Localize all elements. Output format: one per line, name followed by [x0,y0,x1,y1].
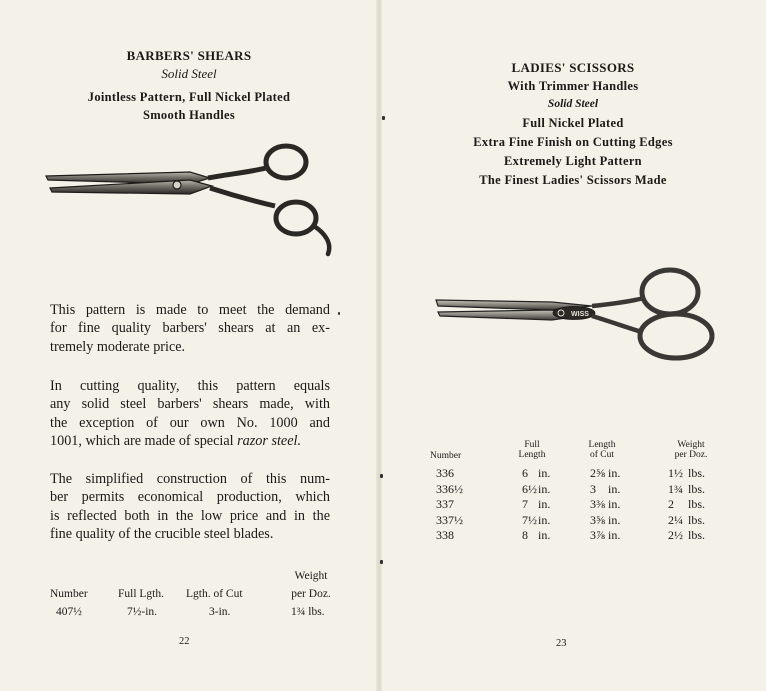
right-th-cut: Length of Cut [588,440,616,460]
right-cell-length: 7 [522,497,528,512]
left-paragraph-2 [50,377,330,451]
right-cell-cut: 3⅝ [590,512,605,527]
left-paragraph-3 [50,470,330,544]
right-cell-cut: 3⅜ [590,497,605,512]
right-cell-weight: 2 [668,497,674,512]
left-page-number: 22 [179,636,190,647]
right-th-length: Full Length [518,440,546,460]
text-line: In cutting quality, this pattern equals [50,378,330,394]
left-cell-length: 7½-in. [127,606,158,618]
text-line: fine quality of the crucible steel blades. [50,526,274,543]
print-speck [380,560,383,564]
left-th-cut: Lgth. of Cut [186,588,243,600]
right-cell-cut-unit: in. [608,466,621,480]
print-speck [382,116,385,120]
text-line: tremely moderate price. [50,338,186,355]
text-line: ber permits economical production, which [50,489,330,506]
right-line-6: The Finest Ladies' Scissors Made [479,173,667,187]
left-line-2: Smooth Handles [142,108,236,122]
right-cell-length-unit: in. [538,512,551,527]
right-cell-weight-unit: lbs. [688,481,706,496]
right-cell-length: 7½ [522,512,537,527]
right-cell-weight-unit: lbs. [688,466,706,480]
right-cell-length-unit: in. [538,481,551,496]
right-line-5: Extremely Light Pattern [504,154,642,168]
right-title: LADIES' SCISSORS [511,60,635,75]
left-th-weight-2: per Doz. [291,588,331,600]
left-cell-number: 407½ [56,606,82,618]
ladies-scissors-illustration [432,266,718,366]
text-line [50,432,330,450]
brand-mark-text: WISS [571,311,589,318]
right-cell-length: 8 [522,528,528,543]
right-cell-weight-unit: lbs. [688,512,706,527]
right-cell-cut-unit: in. [608,528,621,543]
left-th-number: Number [50,588,88,600]
right-cell-number: 338 [436,528,454,543]
text-italic: razor steel. [237,433,301,450]
left-line-1: Jointless Pattern, Full Nickel Plated [87,90,291,104]
text-plain: 1001, which are made of special [50,433,238,450]
text-line: any solid steel barbers' shears made, with [50,396,330,413]
text-line: is reflected both in the low price and in the [50,507,330,524]
right-cell-weight: 2½ [668,528,683,543]
right-cell-weight-unit: lbs. [688,497,706,512]
left-th-length: Full Lgth. [118,588,165,600]
text-line: This pattern is made to meet the demand [50,302,330,318]
right-page-number: 23 [556,638,567,649]
left-page [0,0,378,691]
right-cell-number: 337 [436,497,454,512]
right-cell-cut-unit: in. [608,512,621,527]
left-cell-weight: 1¾ lbs. [291,606,325,618]
left-cell-cut: 3-in. [209,606,231,618]
right-cell-weight-unit: lbs. [688,528,706,543]
left-title: BARBERS' SHEARS [126,48,252,63]
right-cell-cut: 3⅞ [590,528,605,543]
left-th-weight-1: Weight [294,570,328,582]
left-subtitle: Solid Steel [161,66,217,81]
right-cell-cut-unit: in. [608,481,621,496]
print-speck [338,312,340,315]
right-cell-cut: 2⅝ [590,466,605,480]
right-cell-number: 337½ [436,512,463,527]
text-line: the exception of our own No. 1000 and [50,414,330,431]
text-line: for fine quality barbers' shears at an ex- [50,320,330,337]
barbers-shears-illustration [40,140,340,260]
right-cell-length-unit: in. [538,466,551,480]
text-line: The simplified construction of this num- [50,471,330,487]
right-cell-number: 336½ [436,481,463,496]
right-cell-length: 6½ [522,481,537,496]
right-cell-weight: 2¼ [668,512,683,527]
right-cell-length-unit: in. [538,528,551,543]
right-cell-number: 336 [436,466,454,480]
right-line-1: With Trimmer Handles [507,79,639,93]
left-paragraph-1 [50,301,330,356]
right-line-2: Solid Steel [547,98,599,110]
right-line-4: Extra Fine Finish on Cutting Edges [473,135,673,149]
right-line-3: Full Nickel Plated [522,116,624,130]
right-cell-weight: 1½ [668,466,683,480]
right-cell-length: 6 [522,466,528,480]
right-cell-cut-unit: in. [608,497,621,512]
right-cell-length-unit: in. [538,497,551,512]
right-th-number: Number [430,451,462,461]
right-cell-cut: 3 [590,481,596,496]
right-page [380,0,766,691]
right-th-weight: Weight per Doz. [674,440,708,460]
print-speck [380,474,383,478]
right-cell-weight: 1¾ [668,481,683,496]
